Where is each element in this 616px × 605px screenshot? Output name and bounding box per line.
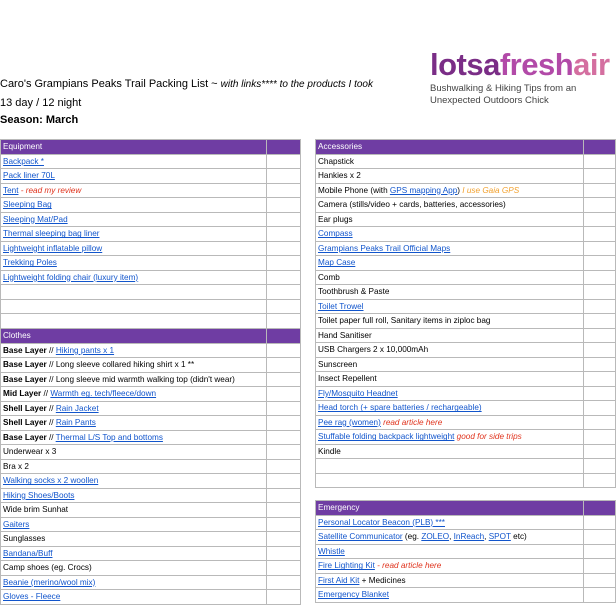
logo-tagline-1: Bushwalking & Hiking Tips from an <box>430 83 577 94</box>
item-text: Sunscreen <box>318 359 358 369</box>
item-cell <box>1 285 267 300</box>
item-cell <box>316 285 584 300</box>
logo-part-1: lotsa <box>430 47 500 82</box>
check-cell[interactable] <box>584 559 616 574</box>
item-cell <box>1 169 267 184</box>
layer-label: Base Layer <box>3 374 47 384</box>
accessories-header: Accessories <box>316 140 584 155</box>
item-text: Mobile Phone (with <box>318 185 390 195</box>
check-cell[interactable] <box>267 430 301 445</box>
item-link[interactable]: Personal Locator Beacon (PLB) *** <box>318 517 445 527</box>
item-link[interactable]: Gloves - Fleece <box>3 592 61 602</box>
item-cell <box>316 299 584 314</box>
layer-label: Base Layer <box>3 360 47 370</box>
accessories-table <box>315 139 616 488</box>
check-cell[interactable] <box>584 444 616 459</box>
check-cell[interactable] <box>584 343 616 358</box>
doc-title-sub: with links**** to the products I took <box>220 79 373 90</box>
item-link[interactable]: Warmth eg. tech/fleece/down <box>50 389 157 399</box>
logo-wordmark <box>430 48 610 82</box>
check-cell[interactable] <box>267 401 301 416</box>
check-cell[interactable] <box>267 503 301 518</box>
check-cell[interactable] <box>267 416 301 431</box>
table-row <box>316 459 616 474</box>
table-row <box>1 343 301 358</box>
table-row <box>1 212 301 227</box>
emergency-header-check <box>584 501 616 516</box>
item-link[interactable]: Hiking pants x 1 <box>55 345 115 355</box>
item-cell <box>1 445 267 460</box>
check-cell[interactable] <box>584 544 616 559</box>
check-cell[interactable] <box>584 357 616 372</box>
accessories-header-row <box>316 140 616 155</box>
layer-label: Mid Layer <box>3 389 42 399</box>
check-cell[interactable] <box>267 270 301 285</box>
item-text: Camp shoes (eg. Crocs) <box>3 563 92 573</box>
item-text: Long sleeve mid warmth walking top (didn't wear) <box>55 374 235 384</box>
emergency-table <box>315 500 616 603</box>
item-text: Kindle <box>318 446 341 456</box>
table-row <box>1 590 301 605</box>
table-row <box>316 386 616 401</box>
check-cell[interactable] <box>584 386 616 401</box>
check-cell[interactable] <box>584 415 616 430</box>
table-row <box>316 415 616 430</box>
table-row <box>316 285 616 300</box>
item-link[interactable]: Lightweight inflatable pillow <box>3 243 103 253</box>
list-separator: , <box>484 532 489 542</box>
check-cell[interactable] <box>267 561 301 576</box>
check-cell[interactable] <box>267 372 301 387</box>
item-cell <box>1 488 267 503</box>
table-row <box>316 444 616 459</box>
item-note: good for side trips <box>454 432 522 442</box>
table-row <box>316 515 616 530</box>
item-link[interactable]: Whistle <box>318 546 345 556</box>
item-link[interactable]: Trekking Poles <box>3 258 57 268</box>
logo-tagline-2: Unexpected Outdoors Chick <box>430 95 549 106</box>
table-row <box>316 372 616 387</box>
layer-separator: // <box>46 403 56 413</box>
check-cell[interactable] <box>584 169 616 184</box>
item-cell <box>1 561 267 576</box>
equipment-header-row <box>1 140 301 155</box>
table-row <box>316 227 616 242</box>
layer-separator: // <box>41 389 51 399</box>
equipment-table <box>0 139 301 329</box>
item-cell <box>1 532 267 547</box>
item-text: Bra x 2 <box>3 461 29 471</box>
layer-separator: // <box>46 360 56 370</box>
item-cell <box>316 343 584 358</box>
item-cell <box>1 503 267 518</box>
logo-part-3: air <box>573 47 610 82</box>
item-cell <box>1 299 267 314</box>
table-row <box>316 530 616 545</box>
item-link[interactable]: Bandana/Buff <box>3 548 53 558</box>
item-cell <box>316 473 584 488</box>
table-row <box>1 387 301 402</box>
item-text: etc) <box>510 532 527 542</box>
check-cell[interactable] <box>584 473 616 488</box>
layer-label: Base Layer <box>3 345 47 355</box>
emergency-header-row <box>316 501 616 516</box>
item-cell <box>1 459 267 474</box>
brand-logo <box>430 48 610 110</box>
item-link[interactable]: Emergency Blanket <box>318 590 389 600</box>
item-link[interactable]: Hiking Shoes/Boots <box>3 490 75 500</box>
check-cell[interactable] <box>267 590 301 605</box>
table-row <box>316 212 616 227</box>
table-row <box>1 372 301 387</box>
check-cell[interactable] <box>267 532 301 547</box>
item-text: Wide brim Sunhat <box>3 505 69 515</box>
doc-title <box>0 77 420 92</box>
item-cell <box>1 387 267 402</box>
table-row <box>1 459 301 474</box>
check-cell[interactable] <box>267 241 301 256</box>
table-row <box>1 445 301 460</box>
item-cell <box>316 241 584 256</box>
check-cell[interactable] <box>584 372 616 387</box>
check-cell[interactable] <box>267 445 301 460</box>
check-cell[interactable] <box>267 575 301 590</box>
table-row <box>1 488 301 503</box>
table-row <box>316 544 616 559</box>
item-text: Long sleeve collared hiking shirt x 1 ** <box>55 360 195 370</box>
table-row <box>1 314 301 329</box>
clothes-table <box>0 328 301 605</box>
table-row <box>316 154 616 169</box>
clothes-header: Clothes <box>1 329 267 344</box>
table-row <box>316 588 616 603</box>
item-note: - read my review <box>18 185 82 195</box>
equipment-header: Equipment <box>1 140 267 155</box>
item-cell <box>1 474 267 489</box>
item-link[interactable]: Tent <box>3 185 19 195</box>
item-link[interactable]: Toilet Trowel <box>318 301 364 311</box>
item-cell <box>316 154 584 169</box>
check-cell[interactable] <box>267 459 301 474</box>
table-row <box>1 561 301 576</box>
check-cell[interactable] <box>584 154 616 169</box>
table-row <box>316 241 616 256</box>
item-cell <box>1 430 267 445</box>
item-link[interactable]: Map Case <box>318 258 356 268</box>
check-cell[interactable] <box>267 517 301 532</box>
table-row <box>316 183 616 198</box>
check-cell[interactable] <box>584 588 616 603</box>
item-cell <box>316 573 584 588</box>
item-cell <box>316 530 584 545</box>
item-text: Toothbrush & Paste <box>318 287 390 297</box>
table-row <box>1 401 301 416</box>
item-cell <box>1 256 267 271</box>
item-text: USB Chargers 2 x 10,000mAh <box>318 345 429 355</box>
list-separator: , <box>449 532 454 542</box>
item-cell <box>316 183 584 198</box>
table-row <box>316 328 616 343</box>
check-cell[interactable] <box>267 299 301 314</box>
item-link[interactable]: Sleeping Bag <box>3 200 52 210</box>
item-link[interactable]: Thermal sleeping bag liner <box>3 229 100 239</box>
check-cell[interactable] <box>584 183 616 198</box>
table-row <box>1 227 301 242</box>
item-cell <box>316 357 584 372</box>
table-row <box>1 183 301 198</box>
item-cell <box>1 372 267 387</box>
check-cell[interactable] <box>584 459 616 474</box>
check-cell[interactable] <box>267 198 301 213</box>
item-link[interactable]: GPS mapping App <box>389 185 458 195</box>
table-row <box>1 299 301 314</box>
layer-label: Shell Layer <box>3 418 47 428</box>
table-row <box>316 430 616 445</box>
layer-separator: // <box>46 418 56 428</box>
check-cell[interactable] <box>267 154 301 169</box>
check-cell[interactable] <box>584 314 616 329</box>
item-text: (eg. <box>402 532 422 542</box>
item-text: Hand Sanitiser <box>318 330 372 340</box>
item-text: ) <box>457 185 461 195</box>
item-link[interactable]: Head torch (+ spare batteries / rechargeable) <box>318 403 482 413</box>
check-cell[interactable] <box>267 314 301 329</box>
table-row <box>1 256 301 271</box>
table-row <box>316 314 616 329</box>
doc-title-main: Caro's Grampians Peaks Trail Packing List ~ <box>0 78 221 90</box>
item-link[interactable]: Walking socks x 2 woollen <box>3 476 99 486</box>
item-link[interactable]: Beanie (merino/wool mix) <box>3 577 96 587</box>
check-cell[interactable] <box>267 387 301 402</box>
table-row <box>316 357 616 372</box>
check-cell[interactable] <box>584 241 616 256</box>
item-cell <box>1 198 267 213</box>
check-cell[interactable] <box>584 515 616 530</box>
item-cell <box>1 314 267 329</box>
item-link[interactable]: Thermal L/S Top and bottoms <box>55 432 163 442</box>
item-cell <box>316 270 584 285</box>
table-row <box>316 256 616 271</box>
item-link[interactable]: Lightweight folding chair (luxury item) <box>3 272 139 282</box>
item-cell <box>316 459 584 474</box>
check-cell[interactable] <box>584 270 616 285</box>
item-text: Sunglasses <box>3 534 46 544</box>
check-cell[interactable] <box>267 227 301 242</box>
layer-separator: // <box>46 374 56 384</box>
table-row <box>1 503 301 518</box>
item-cell <box>1 416 267 431</box>
item-cell <box>316 544 584 559</box>
table-row <box>316 343 616 358</box>
table-row <box>316 169 616 184</box>
layer-separator: // <box>46 345 56 355</box>
item-cell <box>316 415 584 430</box>
table-row <box>1 430 301 445</box>
check-cell[interactable] <box>267 488 301 503</box>
item-link[interactable]: Fly/Mosquito Headnet <box>318 388 398 398</box>
table-row <box>1 416 301 431</box>
item-cell <box>1 212 267 227</box>
check-cell[interactable] <box>584 212 616 227</box>
item-cell <box>316 198 584 213</box>
item-link[interactable]: Compass <box>318 229 353 239</box>
check-cell[interactable] <box>267 169 301 184</box>
item-cell <box>1 343 267 358</box>
clothes-header-row <box>1 329 301 344</box>
accessories-header-check <box>584 140 616 155</box>
item-cell <box>316 386 584 401</box>
item-cell <box>316 256 584 271</box>
item-link[interactable]: Pee rag (women) <box>318 417 381 427</box>
item-cell <box>1 183 267 198</box>
item-link[interactable]: SPOT <box>488 532 511 542</box>
item-cell <box>316 314 584 329</box>
layer-label: Base Layer <box>3 432 47 442</box>
item-link[interactable]: First Aid Kit <box>318 575 360 585</box>
item-text: Ear plugs <box>318 214 353 224</box>
item-link[interactable]: ZOLEO <box>421 532 450 542</box>
table-row <box>316 299 616 314</box>
item-link[interactable]: Pack liner 70L <box>3 171 55 181</box>
item-cell <box>316 328 584 343</box>
item-link[interactable]: InReach <box>453 532 485 542</box>
season: Season: March <box>0 114 79 126</box>
table-row <box>316 559 616 574</box>
item-cell <box>316 372 584 387</box>
table-row <box>1 358 301 373</box>
item-cell <box>1 227 267 242</box>
layer-label: Shell Layer <box>3 403 47 413</box>
table-row <box>316 401 616 416</box>
item-cell <box>1 546 267 561</box>
table-row <box>1 154 301 169</box>
article-link[interactable]: - read article here <box>374 561 442 571</box>
item-cell <box>1 241 267 256</box>
check-cell[interactable] <box>584 401 616 416</box>
item-text: Camera (stills/video + cards, batteries, accessories) <box>318 200 506 210</box>
table-row <box>1 575 301 590</box>
check-cell[interactable] <box>267 256 301 271</box>
check-cell[interactable] <box>584 430 616 445</box>
check-cell[interactable] <box>584 328 616 343</box>
check-cell[interactable] <box>584 227 616 242</box>
item-cell <box>316 559 584 574</box>
check-cell[interactable] <box>267 358 301 373</box>
item-note: I use Gaia GPS <box>460 185 520 195</box>
check-cell[interactable] <box>267 212 301 227</box>
item-text: + Medicines <box>359 575 406 585</box>
item-text: Toilet paper full roll, Sanitary items in ziploc bag <box>318 316 491 326</box>
item-cell <box>316 227 584 242</box>
table-row <box>316 573 616 588</box>
item-cell <box>1 154 267 169</box>
item-link[interactable]: Satellite Communicator <box>318 532 403 542</box>
check-cell[interactable] <box>267 183 301 198</box>
item-link[interactable]: Rain Pants <box>55 418 96 428</box>
item-cell <box>1 517 267 532</box>
emergency-header: Emergency <box>316 501 584 516</box>
item-link[interactable]: Fire Lighting Kit <box>318 561 375 571</box>
table-row <box>316 473 616 488</box>
equipment-header-check <box>267 140 301 155</box>
check-cell[interactable] <box>584 530 616 545</box>
item-cell <box>316 169 584 184</box>
check-cell[interactable] <box>267 546 301 561</box>
item-text: Hankies x 2 <box>318 171 361 181</box>
item-cell <box>316 401 584 416</box>
item-cell <box>1 358 267 373</box>
trip-length: 13 day / 12 night <box>0 97 82 109</box>
table-row <box>1 169 301 184</box>
item-cell <box>316 515 584 530</box>
table-row <box>1 546 301 561</box>
item-cell <box>1 401 267 416</box>
item-cell <box>316 430 584 445</box>
table-row <box>1 474 301 489</box>
item-text: Insect Repellent <box>318 374 377 384</box>
check-cell[interactable] <box>584 285 616 300</box>
table-row <box>1 532 301 547</box>
table-row <box>316 198 616 213</box>
item-cell <box>1 575 267 590</box>
article-link[interactable]: read article here <box>380 417 443 427</box>
layer-separator: // <box>46 432 56 442</box>
table-row <box>1 517 301 532</box>
item-cell <box>1 590 267 605</box>
item-cell <box>316 588 584 603</box>
check-cell[interactable] <box>584 299 616 314</box>
table-row <box>1 241 301 256</box>
logo-part-2: fresh <box>499 47 574 82</box>
check-cell[interactable] <box>584 256 616 271</box>
table-row <box>1 270 301 285</box>
item-link[interactable]: Rain Jacket <box>55 403 99 413</box>
check-cell[interactable] <box>267 474 301 489</box>
item-link[interactable]: Sleeping Mat/Pad <box>3 214 68 224</box>
clothes-header-check <box>267 329 301 344</box>
table-row <box>1 198 301 213</box>
item-text: Underwear x 3 <box>3 447 57 457</box>
table-row <box>316 270 616 285</box>
item-link[interactable]: Stuffable folding backpack lightweight <box>318 432 455 442</box>
check-cell[interactable] <box>584 573 616 588</box>
check-cell[interactable] <box>267 343 301 358</box>
item-cell <box>316 444 584 459</box>
check-cell[interactable] <box>584 198 616 213</box>
item-cell <box>316 212 584 227</box>
item-link[interactable]: Grampians Peaks Trail Official Maps <box>318 243 451 253</box>
item-text: Comb <box>318 272 340 282</box>
table-row <box>1 285 301 300</box>
item-text: Chapstick <box>318 156 354 166</box>
check-cell[interactable] <box>267 285 301 300</box>
item-link[interactable]: Backpack * <box>3 156 44 166</box>
item-cell <box>1 270 267 285</box>
item-link[interactable]: Gaiters <box>3 519 30 529</box>
